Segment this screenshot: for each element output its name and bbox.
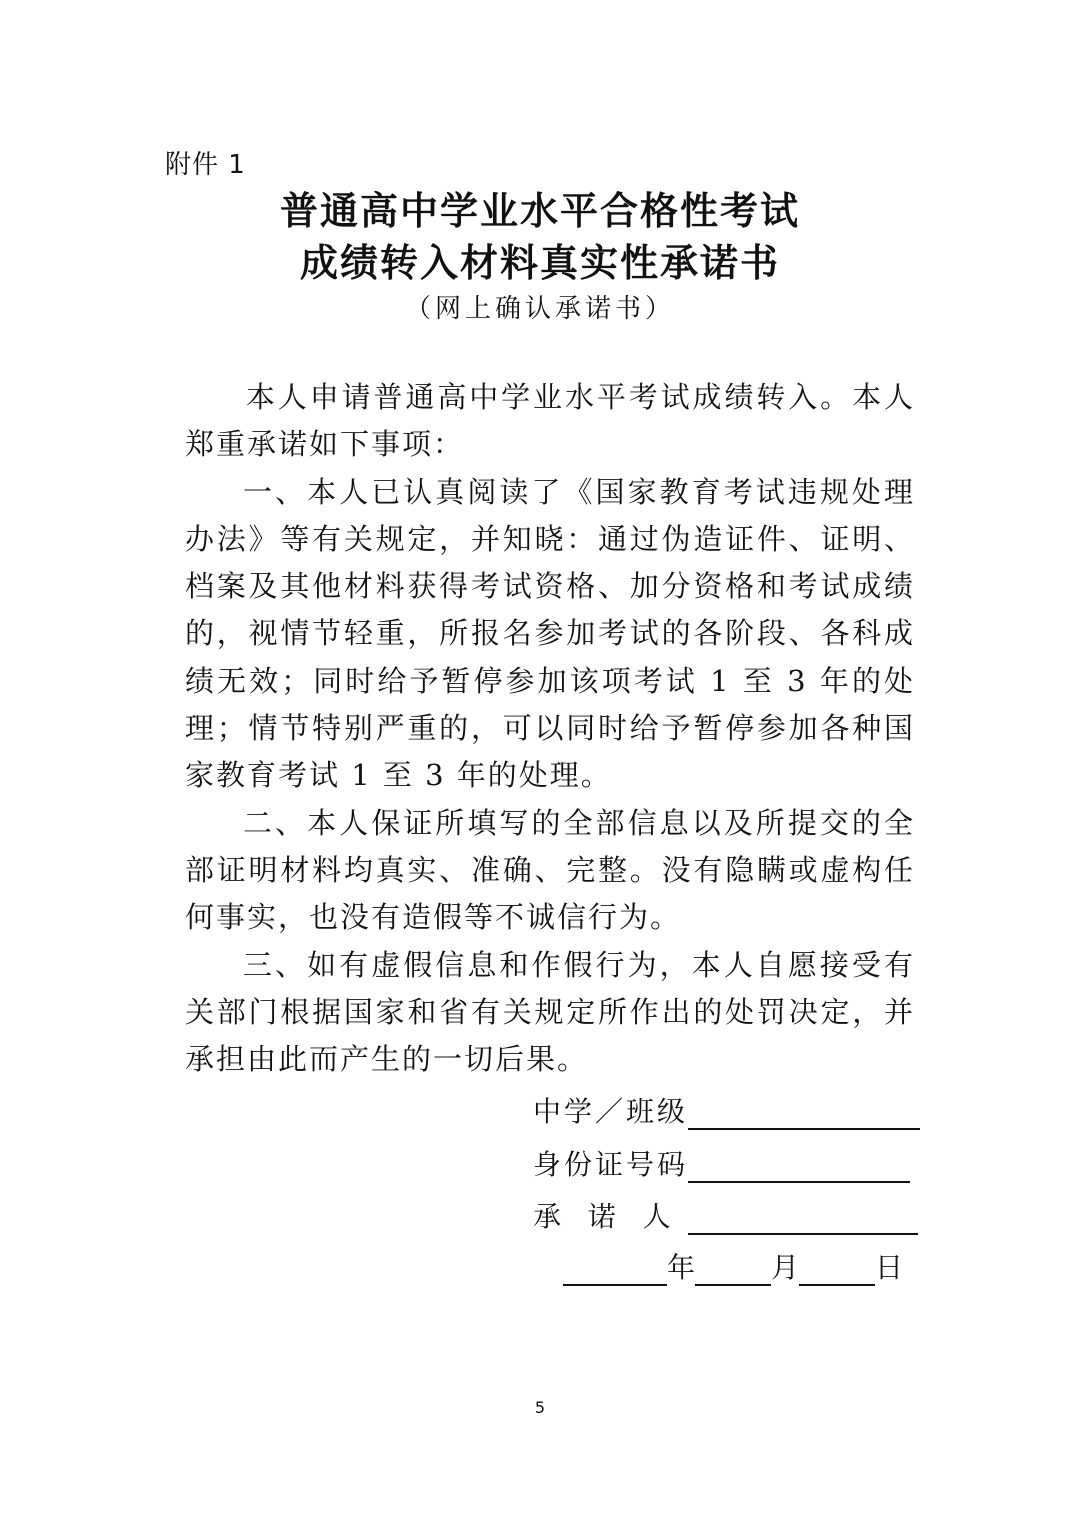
promisor-row xyxy=(533,1195,918,1235)
document-body xyxy=(185,374,915,1083)
document-subtitle: （网上确认承诺书） xyxy=(404,294,675,324)
day-blank[interactable] xyxy=(799,1254,875,1286)
month-blank[interactable] xyxy=(695,1254,771,1286)
attachment-label: 附件 1 xyxy=(165,150,246,180)
school-class-blank[interactable] xyxy=(688,1098,920,1130)
document-title-line-2: 成绩转入材料真实性承诺书 xyxy=(299,241,780,285)
promisor-label: 承 诺 人 xyxy=(533,1200,674,1233)
promisor-blank[interactable] xyxy=(688,1203,918,1235)
paragraph-item-1: 一、本人已认真阅读了《国家教育考试违规处理办法》等有关规定，并知晓：通过伪造证件、证明、档案及其他材料获得考试资格、加分资格和考试成绩的，视情节轻重，所报名参加考试的各阶段、各科成绩无效；同时给予暂停参加该项考试 1 至 3 年的处理；情节特别严重的，可以同时给予暂停参加各种国家教育考试 1 至 3 年的处理。 xyxy=(185,474,915,793)
paragraph-intro: 本人申请普通高中学业水平考试成绩转入。本人郑重承诺如下事项： xyxy=(185,380,915,462)
id-number-label: 身份证号码 xyxy=(533,1148,689,1181)
year-label: 年 xyxy=(667,1251,696,1284)
year-blank[interactable] xyxy=(563,1254,667,1286)
id-number-blank[interactable] xyxy=(688,1151,910,1183)
school-class-row xyxy=(533,1090,920,1130)
school-class-label: 中学／班级 xyxy=(533,1095,689,1128)
document-title-line-1: 普通高中学业水平合格性考试 xyxy=(279,189,800,233)
paragraph-item-3: 三、如有虚假信息和作假行为，本人自愿接受有关部门根据国家和省有关规定所作出的处罚决定，并承担由此而产生的一切后果。 xyxy=(185,947,915,1077)
paragraph-item-2: 二、本人保证所填写的全部信息以及所提交的全部证明材料均真实、准确、完整。没有隐瞒或虚构任何事实，也没有造假等不诚信行为。 xyxy=(185,805,915,935)
day-label: 日 xyxy=(875,1251,904,1284)
id-number-row xyxy=(533,1143,910,1183)
page-number: 5 xyxy=(534,1398,546,1417)
date-row xyxy=(563,1246,903,1286)
month-label: 月 xyxy=(771,1251,800,1284)
